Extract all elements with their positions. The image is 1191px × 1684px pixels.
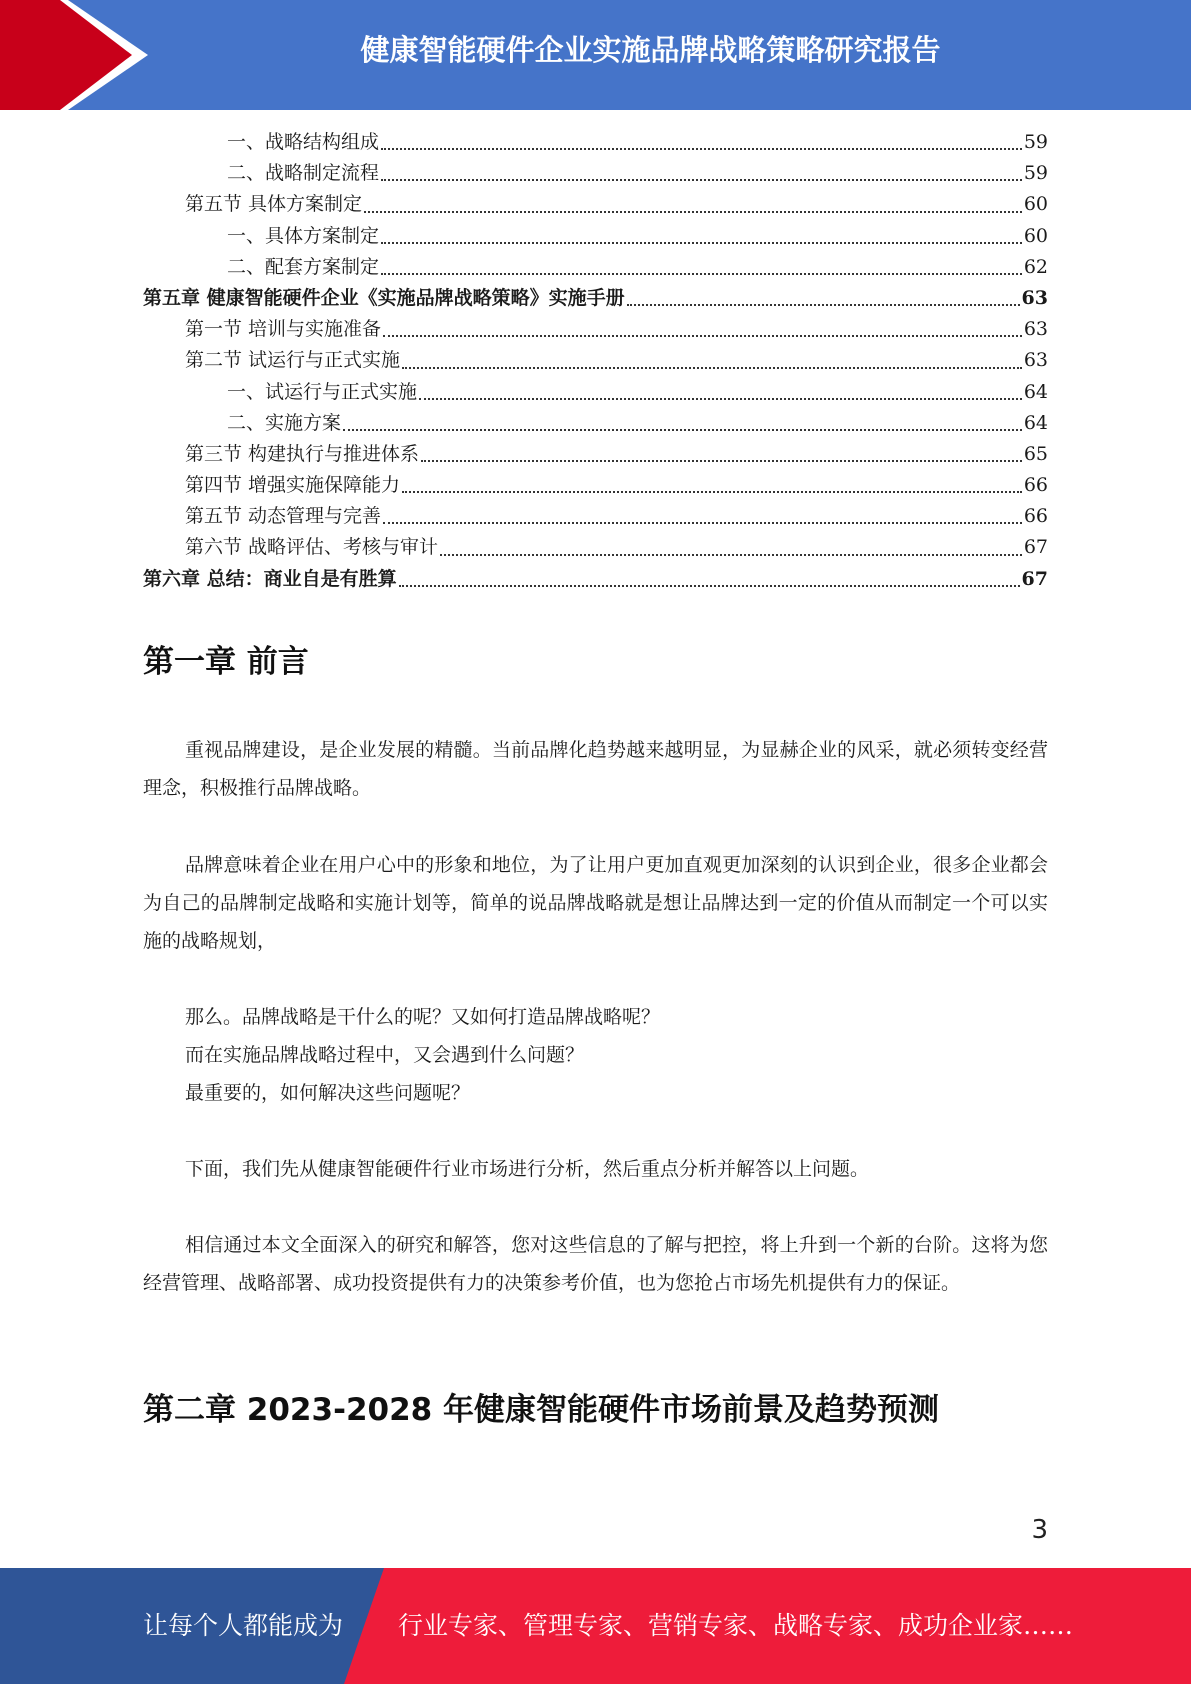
toc-entry[interactable]: 第五节 具体方案制定 60: [185, 193, 1048, 216]
paragraph: 而在实施品牌战略过程中，又会遇到什么问题？: [185, 1044, 585, 1066]
toc-entry[interactable]: 二、配套方案制定 62: [227, 255, 1048, 278]
toc-entry[interactable]: 一、战略结构组成 59: [227, 131, 1048, 153]
chapter-2-heading: 第二章 2023-2028 年健康智能硬件市场前景及趋势预测: [143, 1392, 940, 1428]
page-number: 3: [1031, 1515, 1048, 1545]
toc-entry[interactable]: 第二节 试运行与正式实施 63: [185, 349, 1048, 372]
chapter-1-heading: 第一章 前言: [143, 644, 309, 680]
paragraph: 相信通过本文全面深入的研究和解答，您对这些信息的了解与把控，将上升到一个新的台阶。这将为您经营管理、战略部署、成功投资提供有力的决策参考价值，也为您抢占市场先机提供有力的保证。: [143, 1234, 1048, 1294]
header-arrow-decoration: [0, 0, 160, 110]
toc-entry[interactable]: 二、战略制定流程 59: [227, 162, 1048, 185]
paragraph: 最重要的，如何解决这些问题呢？: [185, 1082, 471, 1104]
table-of-contents: [143, 127, 1048, 595]
paragraph: 品牌意味着企业在用户心中的形象和地位，为了让用户更加直观更加深刻的认识到企业，很多企业都会为自己的品牌制定战略和实施计划等，简单的说品牌战略就是想让品牌达到一定的价值从而制定一个可以实施的战略规划，: [143, 854, 1048, 952]
page-header: [0, 0, 1191, 110]
paragraph: 那么。品牌战略是干什么的呢？又如何打造品牌战略呢？: [185, 1006, 661, 1028]
toc-entry[interactable]: 二、实施方案 64: [227, 411, 1048, 434]
toc-entry[interactable]: 第六节 战略评估、考核与审计 67: [185, 536, 1048, 559]
toc-entry[interactable]: 第三节 构建执行与推进体系 65: [185, 442, 1048, 465]
page-footer: [0, 1568, 1191, 1684]
toc-entry[interactable]: 第五节 动态管理与完善 66: [185, 505, 1048, 528]
report-title: 健康智能硬件企业实施品牌战略策略研究报告: [360, 33, 941, 67]
paragraph: 重视品牌建设，是企业发展的精髓。当前品牌化趋势越来越明显，为显赫企业的风采，就必须转变经营理念，积极推行品牌战略。: [143, 739, 1048, 799]
paragraph: 下面，我们先从健康智能硬件行业市场进行分析，然后重点分析并解答以上问题。: [185, 1158, 870, 1180]
toc-chapter-entry[interactable]: 第五章 健康智能硬件企业《实施品牌战略策略》实施手册 63: [143, 286, 1048, 309]
footer-slogan-left: 让每个人都能成为: [143, 1611, 344, 1640]
toc-chapter-entry[interactable]: 第六章 总结：商业自是有胜算 67: [143, 567, 1048, 590]
footer-slogan-right: 行业专家、管理专家、营销专家、战略专家、成功企业家……: [398, 1611, 1074, 1640]
toc-entry[interactable]: 第一节 培训与实施准备 63: [185, 318, 1048, 341]
toc-entry[interactable]: 一、试运行与正式实施 64: [227, 380, 1048, 403]
toc-entry[interactable]: 一、具体方案制定 60: [227, 224, 1048, 247]
toc-entry[interactable]: 第四节 增强实施保障能力 66: [185, 474, 1048, 497]
